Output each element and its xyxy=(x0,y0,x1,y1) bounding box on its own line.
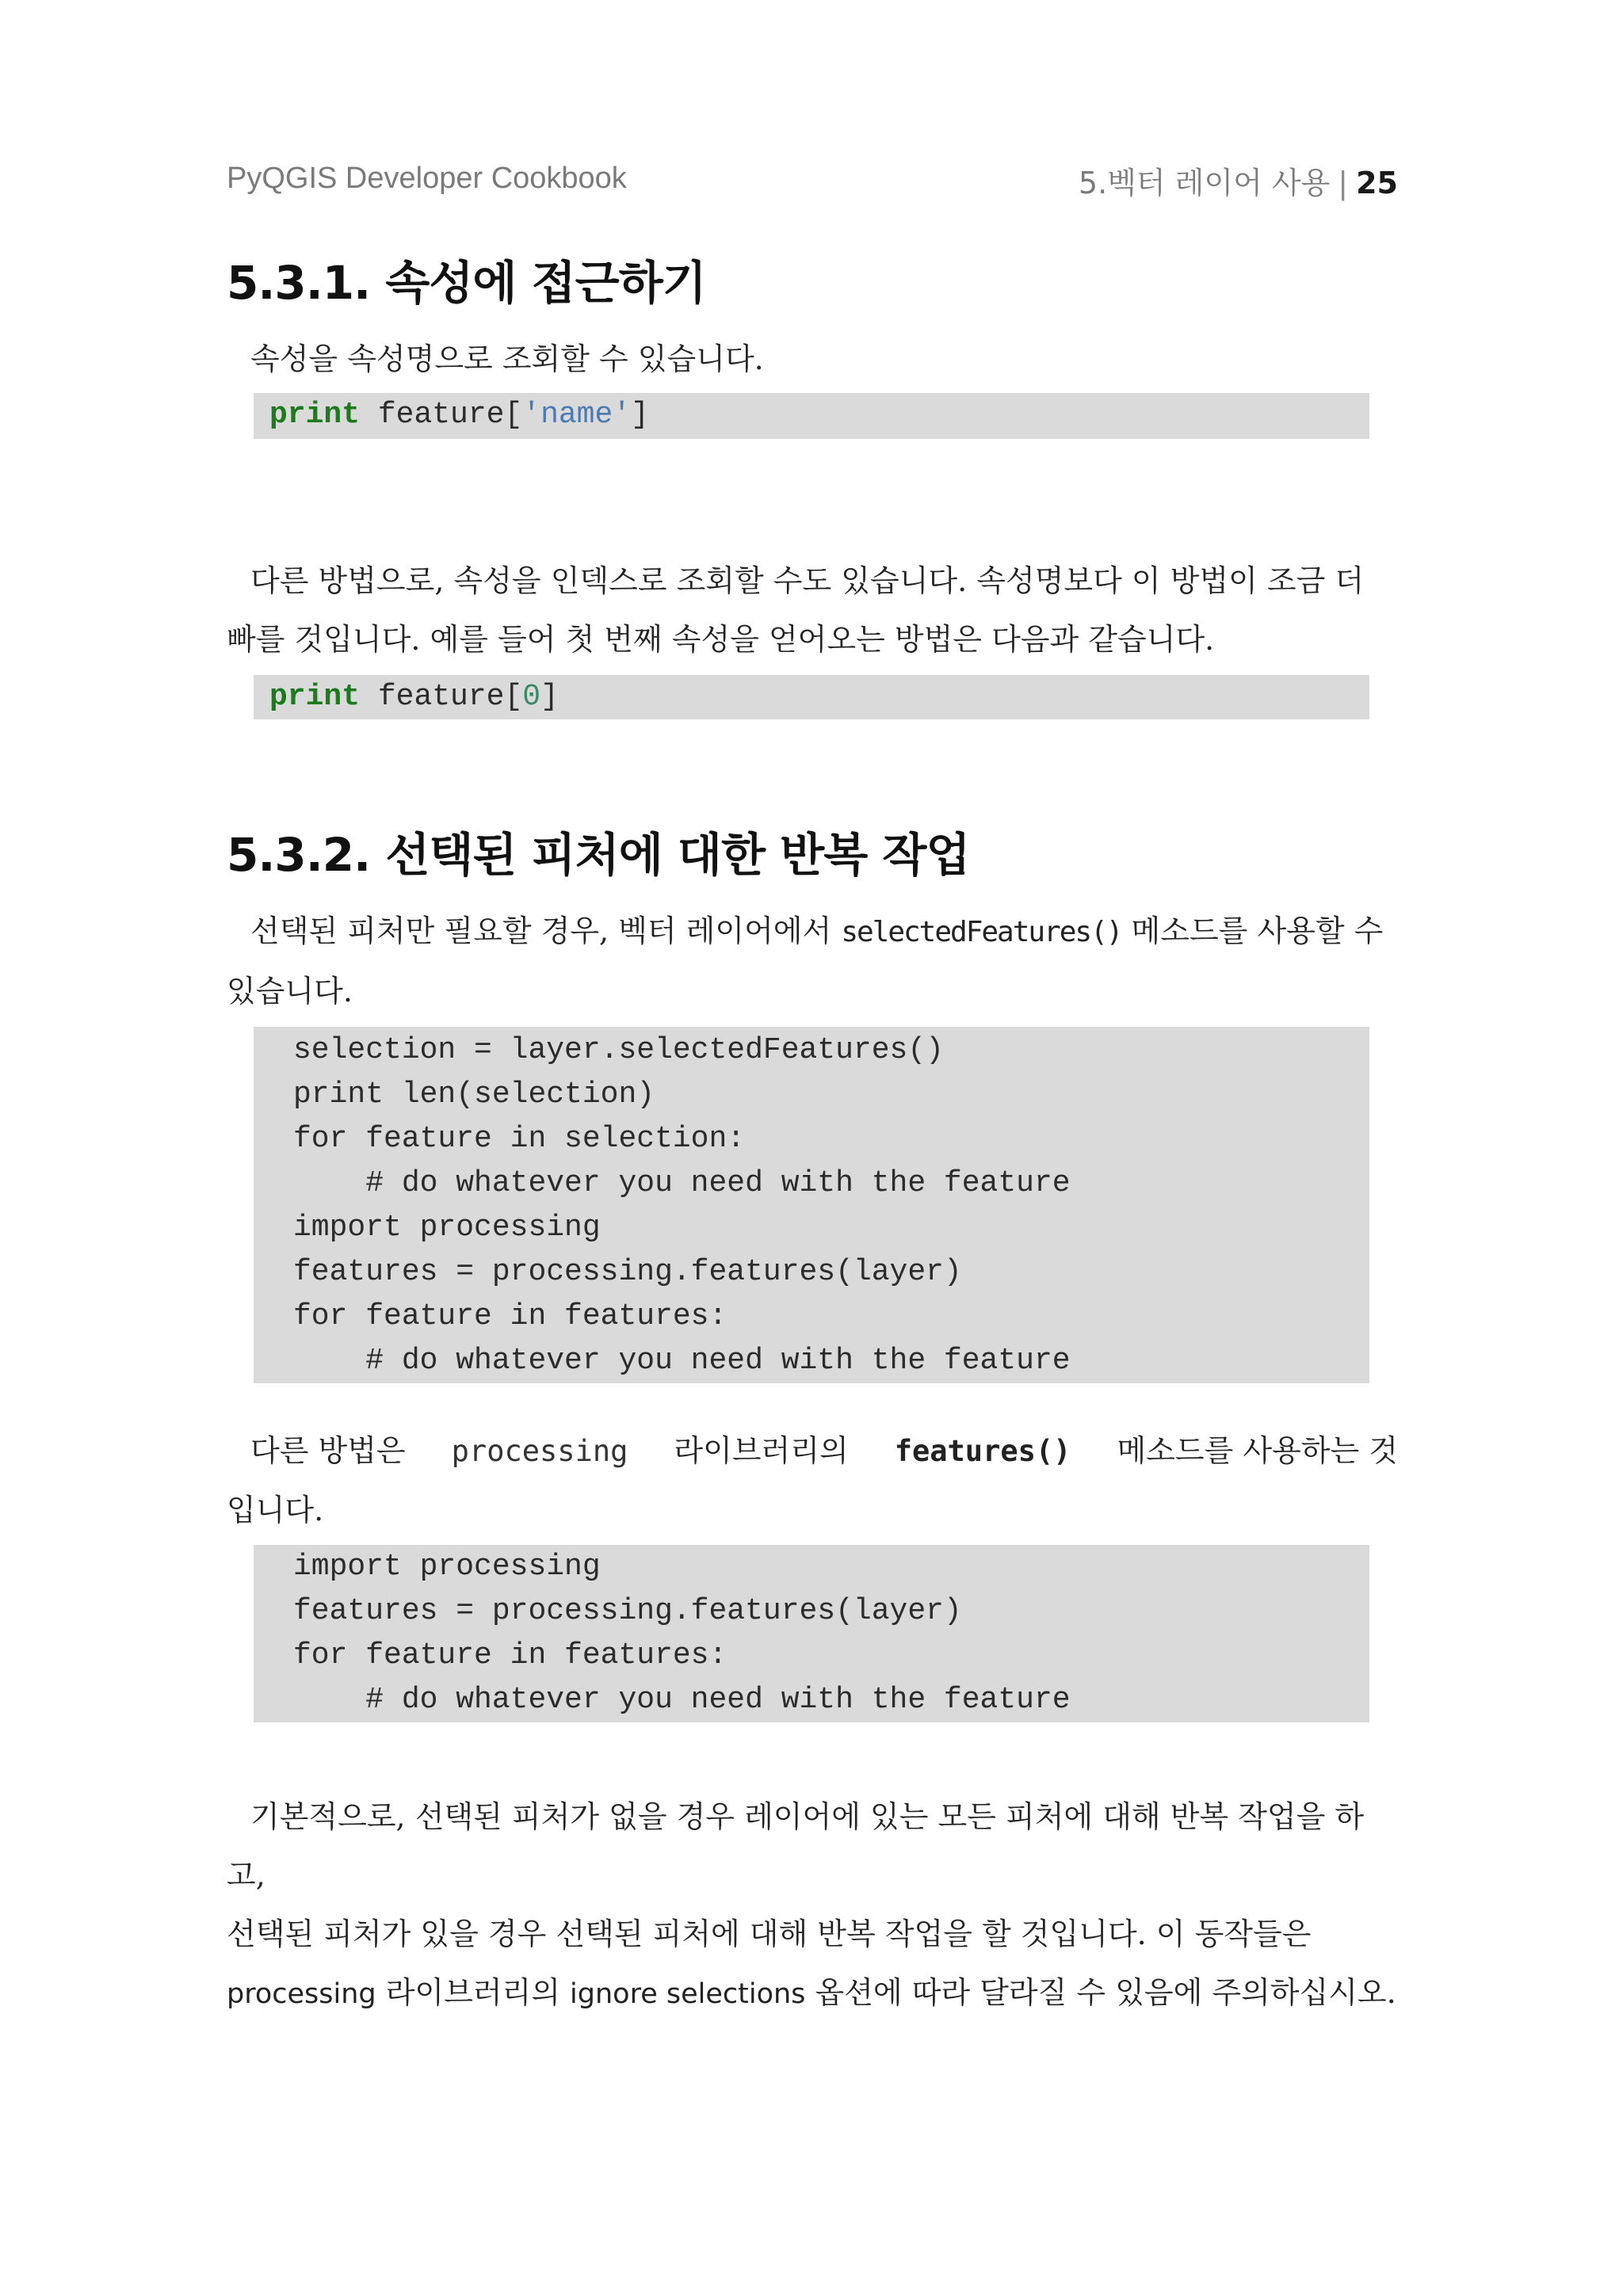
paragraph-line-text: 다른 방법으로, 속성을 인덱스로 조회할 수도 있습니다. 속성명보다 이 방법이 조금 더 xyxy=(250,563,1365,598)
section1-intro xyxy=(227,330,1398,388)
code-keyword: print xyxy=(269,398,361,432)
paragraph-line xyxy=(227,1421,1398,1481)
code-line: features = processing.features(layer) xyxy=(293,1255,962,1289)
paragraph-line xyxy=(227,1963,1398,2023)
code-line: # do whatever you need with the feature xyxy=(293,1344,1071,1378)
function-name: features() xyxy=(894,1434,1071,1468)
paragraph-line: 있습니다. xyxy=(227,974,353,1009)
code-block-print-index xyxy=(254,675,1369,719)
paragraph-text: 선택된 피처만 필요할 경우, 벡터 레이어에서 xyxy=(250,913,842,948)
paragraph-text: 메소드를 사용할 수 xyxy=(1121,913,1384,948)
code-block-print-name xyxy=(254,393,1369,439)
code-text: feature[ xyxy=(360,680,523,714)
section2-intro xyxy=(227,902,1398,1020)
code-text: feature[ xyxy=(360,398,523,432)
code-line xyxy=(254,675,1369,719)
code-block-processing-features xyxy=(254,1545,1369,1722)
code-text: ] xyxy=(540,680,559,714)
paragraph-line: 선택된 피처가 있을 경우 선택된 피처에 대해 반복 작업을 할 것입니다. 이 동작들은 xyxy=(227,1917,1312,1951)
code-keyword: print xyxy=(269,680,361,714)
paragraph-text: 메소드를 사용하는 것 xyxy=(1117,1433,1398,1468)
code-line: import processing xyxy=(293,1211,601,1245)
section-heading-5-3-1: 5.3.1. 속성에 접근하기 xyxy=(227,256,706,310)
library-name: processing xyxy=(451,1434,628,1468)
paragraph-text: 라이브러리의 xyxy=(674,1433,849,1468)
code-line: for feature in features: xyxy=(293,1638,727,1672)
paragraph-line xyxy=(227,1787,1398,1905)
code-text: ] xyxy=(631,398,649,432)
section-heading-5-3-2: 5.3.2. 선택된 피처에 대한 반복 작업 xyxy=(227,828,970,882)
code-line: selection = layer.selectedFeatures() xyxy=(293,1033,944,1067)
section2-alternative-paragraph xyxy=(227,1421,1398,1539)
library-name: processing xyxy=(227,1978,376,2010)
header-separator: | xyxy=(1338,166,1349,200)
paragraph-line: 입니다. xyxy=(227,1493,324,1527)
section1-paragraph-2 xyxy=(227,551,1398,669)
code-string: 'name' xyxy=(522,398,632,432)
paragraph-line: 빠를 것입니다. 예를 들어 첫 번째 속성을 얻어오는 방법은 다음과 같습니다. xyxy=(227,622,1215,657)
paragraph-text: 기본적으로, 선택된 피처가 없을 경우 레이어에 있는 모든 피처에 대해 반복 작업을 하고, xyxy=(227,1799,1365,1893)
method-name: selectedFeatures() xyxy=(841,916,1122,948)
paragraph-line xyxy=(227,902,1398,962)
option-name: ignore selections xyxy=(570,1978,806,2010)
code-block-selected-features xyxy=(254,1027,1369,1383)
chapter-name: 5.벡터 레이어 사용 xyxy=(1078,166,1331,200)
section1-intro-text: 속성을 속성명으로 조회할 수 있습니다. xyxy=(250,341,764,376)
book-title: PyQGIS Developer Cookbook xyxy=(227,162,627,195)
code-line: for feature in selection: xyxy=(293,1122,746,1156)
code-line: print len(selection) xyxy=(293,1077,655,1112)
paragraph-text: 다른 방법은 xyxy=(250,1433,406,1468)
paragraph-line xyxy=(227,551,1398,610)
paragraph-text: 옵션에 따라 달라질 수 있음에 주의하십시오. xyxy=(805,1975,1396,2010)
paragraph-text: 라이브러리의 xyxy=(376,1975,571,2010)
code-line xyxy=(254,393,1369,437)
code-line: for feature in features: xyxy=(293,1299,727,1333)
code-line: import processing xyxy=(293,1550,601,1584)
section2-closing-paragraph xyxy=(227,1787,1398,2023)
code-line: # do whatever you need with the feature xyxy=(293,1683,1071,1717)
code-line: # do whatever you need with the feature xyxy=(293,1166,1071,1200)
page-header xyxy=(227,158,1398,206)
chapter-title xyxy=(1079,158,1398,202)
code-number: 0 xyxy=(522,680,541,714)
code-line: features = processing.features(layer) xyxy=(293,1594,962,1628)
page-number: 25 xyxy=(1356,166,1398,200)
